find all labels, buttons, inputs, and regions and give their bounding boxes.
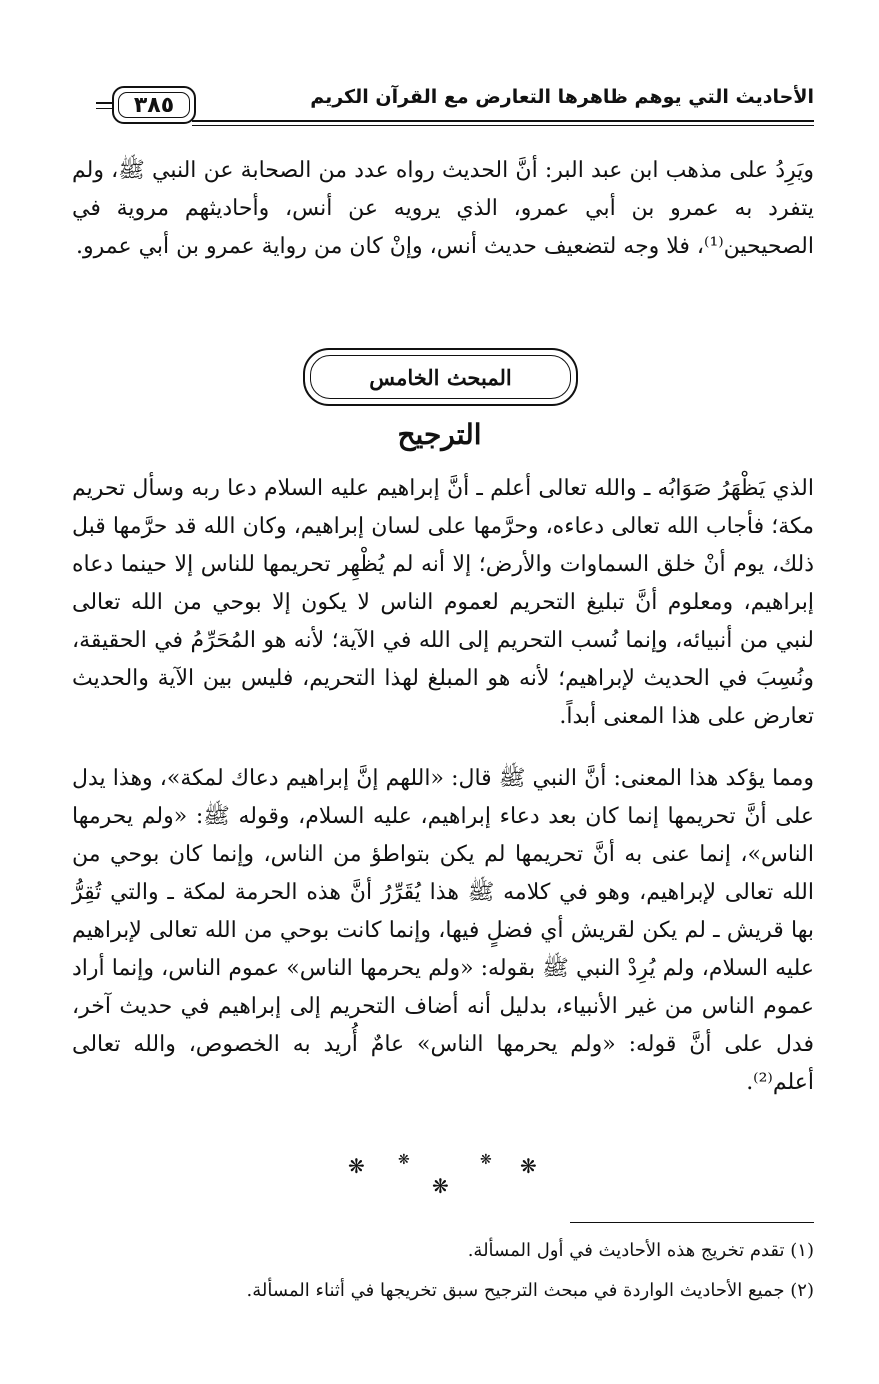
page-header [96,80,814,140]
paragraph-preference: الذي يَظْهَرُ صَوَابُه ـ والله تعالى أعلم ـ أنَّ إبراهيم عليه السلام دعا ربه وسأل تحريم مكة؛ فأجاب الله تعالى دعاءه، وحرَّمها على لسان إبراهيم، وكان الله قد حرَّمها قبل ذلك، يوم أنْ خلق السماوات والأرض؛ إلا أنه لم يُظْهِر تحريمها للناس إلا حينما دعاه إبراهيم، ومعلوم أنَّ تبليغ التحريم لعموم الناس لا يكون إلا بوحي من الله تعالى لنبي من أنبيائه، وإنما نُسب التحريم إلى الله في الآية؛ لأنه هو المُحَرِّمُ في الحقيقة، ونُسِبَ في الحديث لإبراهيم؛ لأنه هو المبلغ لهذا التحريم، فليس بين الآية والحديث تعارض على هذا المعنى أبداً. [72,476,814,729]
asterism-icon: ❋ [480,1152,492,1168]
footnote-2: (٢) جميع الأحاديث الواردة في مبحث الترجيح سبق تخريجها في أثناء المسألة. [246,1280,814,1301]
header-rule [192,120,814,126]
section-separator [340,1150,540,1200]
page-number-frame [112,86,196,124]
section-title-frame [303,348,578,406]
header-rule-left [96,102,112,109]
page-number: ٣٨٥ [133,92,175,118]
asterism-icon: ❋ [520,1154,537,1178]
section-title: المبحث الخامس [369,364,512,390]
asterism-icon: ❋ [398,1152,410,1168]
paragraph-ibn-abd-al-barr: ويَرِدُ على مذهب ابن عبد البر: أنَّ الحديث رواه عدد من الصحابة عن النبي ﷺ، ولم يتفرد به عمرو بن أبي عمرو، الذي يرويه عن أنس، وأحاديثهم مروية في الصحيحين⁽¹⁾، فلا وجه لتضعيف حديث أنس، وإنْ كان من رواية عمرو بن أبي عمرو. [72,158,814,259]
asterism-icon: ❋ [432,1174,449,1198]
asterism-icon: ❋ [348,1154,365,1178]
footnote-1: (١) تقدم تخريج هذه الأحاديث في أول المسألة. [467,1240,814,1261]
footnote-rule [570,1222,814,1223]
paragraph-confirmation: ومما يؤكد هذا المعنى: أنَّ النبي ﷺ قال: «اللهم إنَّ إبراهيم دعاك لمكة»، وهذا يدل على أنَّ تحريمها إنما كان بعد دعاء إبراهيم، عليه السلام، وقوله ﷺ: «ولم يحرمها الناس»، إنما عنى به أنَّ تحريمها لم يكن بتواطؤ من الناس، وإنما كان بوحي من الله تعالى لإبراهيم، وهو في كلامه ﷺ هذا يُقَرِّرُ أنَّ هذه الحرمة لمكة ـ والتي تُقِرُّ بها قريش ـ لم يكن لقريش أي فضلٍ فيها، وإنما كانت بوحي من الله تعالى لإبراهيم عليه السلام، ولم يُرِدْ النبي ﷺ بقوله: «ولم يحرمها الناس» عموم الناس، وإنما أراد عموم الناس من غير الأنبياء، بدليل أنه أضاف التحريم إلى إبراهيم في حديث آخر، فدل على أنَّ قوله: «ولم يحرمها الناس» عامٌ أُريد به الخصوص، والله تعالى أعلم⁽²⁾. [72,766,814,1095]
heading-tarjih: الترجيح [397,418,482,451]
running-title: الأحاديث التي يوهم ظاهرها التعارض مع القرآن الكريم [310,86,814,108]
